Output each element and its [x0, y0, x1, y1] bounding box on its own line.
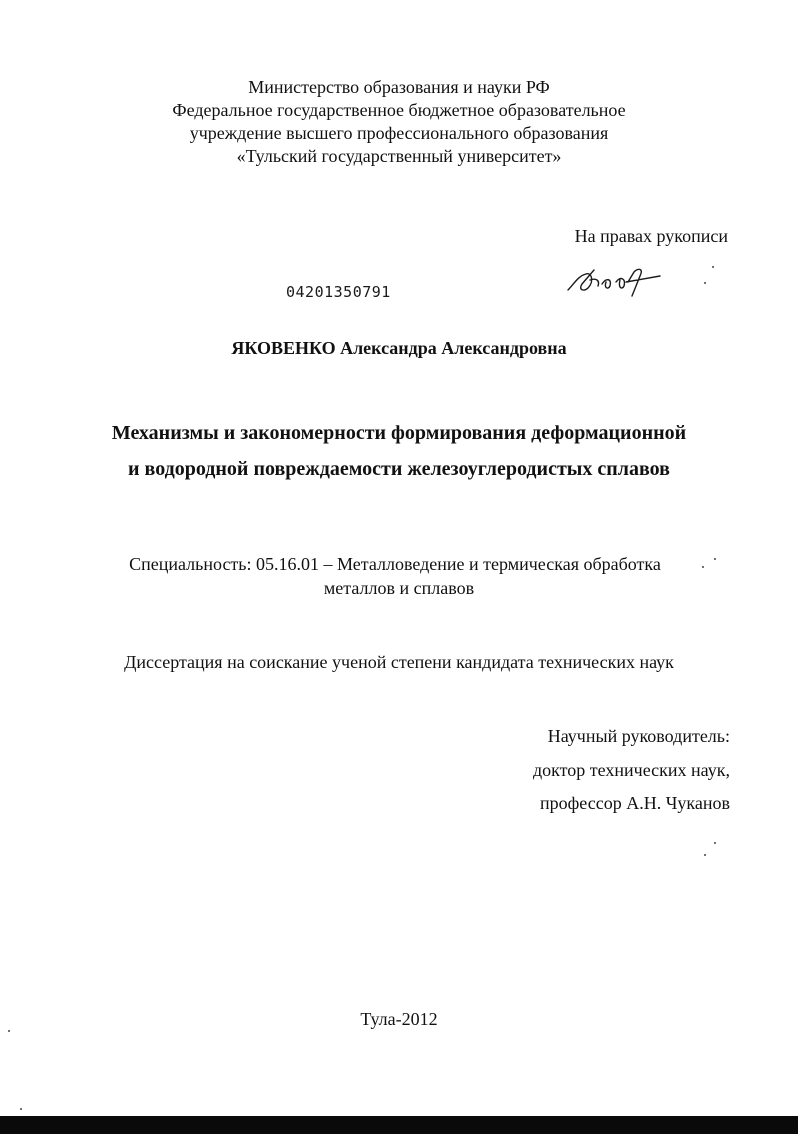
advisor-degree: доктор технических наук,	[533, 760, 730, 780]
scan-speck	[712, 266, 714, 268]
scan-speck	[8, 1030, 10, 1032]
city-year: Тула-2012	[360, 1009, 438, 1029]
ministry-line-1: Министерство образования и науки РФ	[248, 77, 550, 97]
ministry-line-3: учреждение высшего профессионального образования	[189, 123, 609, 143]
dissertation-title-line-1: Механизмы и закономерности формирования деформационной	[111, 422, 687, 444]
scan-speck	[704, 282, 706, 284]
author-name: ЯКОВЕНКО Александра Александровна	[231, 338, 567, 358]
scan-edge-bar	[0, 1116, 798, 1134]
advisor-name: профессор А.Н. Чуканов	[539, 793, 730, 813]
degree-statement: Диссертация на соискание ученой степени кандидата технических наук	[124, 652, 674, 672]
scan-speck	[714, 842, 716, 844]
scan-speck	[704, 854, 706, 856]
ministry-line-2: Федеральное государственное бюджетное образовательное	[172, 100, 626, 120]
ministry-header	[0, 76, 798, 168]
archive-stamp-number: 04201350791	[286, 283, 391, 301]
manuscript-note: На правах рукописи	[574, 226, 728, 246]
scan-speck	[714, 558, 716, 560]
dissertation-title-line-2: и водородной повреждаемости железоуглеродистых сплавов	[128, 458, 670, 480]
specialty-line-2: металлов и сплавов	[323, 578, 475, 598]
advisor-label: Научный руководитель:	[547, 726, 730, 746]
scan-speck	[20, 1108, 22, 1110]
specialty-line-1: Специальность: 05.16.01 – Металловедение и термическая обработка	[129, 554, 661, 574]
ministry-line-4: «Тульский государственный университет»	[236, 146, 562, 166]
scan-speck	[702, 566, 704, 568]
signature-icon	[564, 262, 674, 302]
